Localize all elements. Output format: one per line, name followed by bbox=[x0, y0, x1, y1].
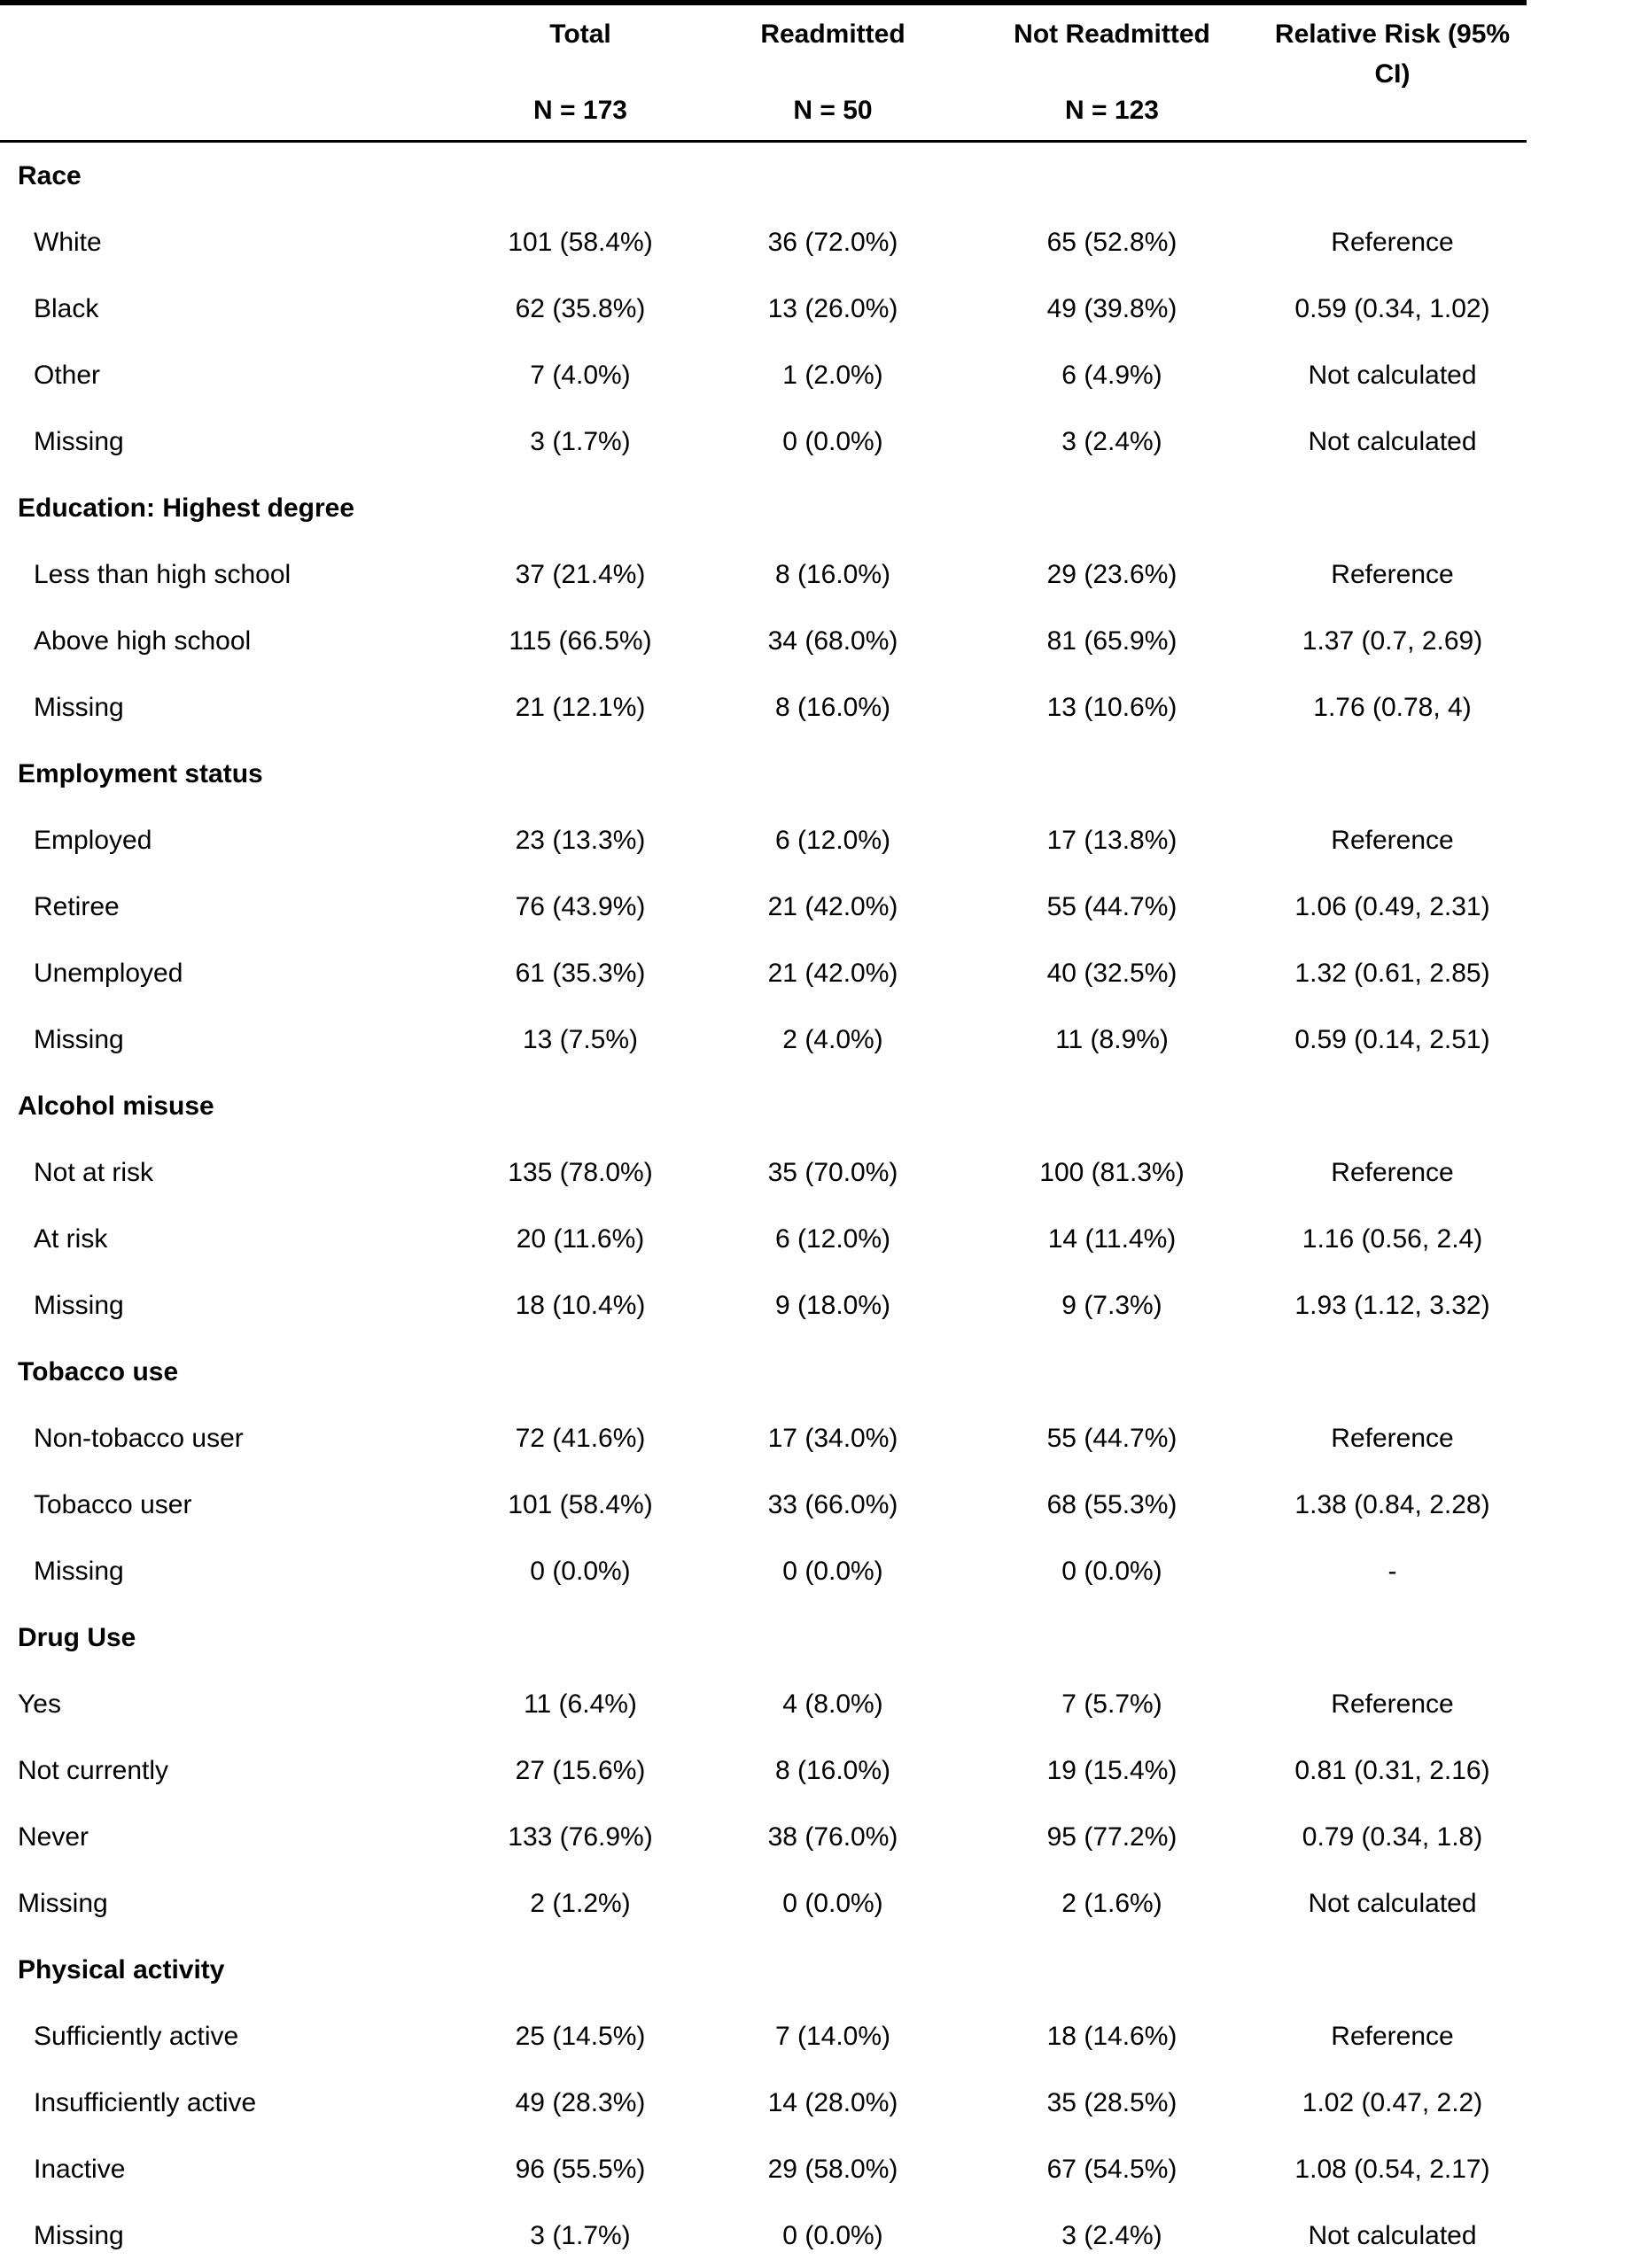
cell-total: 3 (1.7%) bbox=[530, 2220, 631, 2250]
row-label: Retiree bbox=[34, 891, 120, 921]
cell-readmitted: 0 (0.0%) bbox=[782, 1556, 883, 1586]
section-header-row bbox=[0, 741, 1527, 807]
cell-total: 0 (0.0%) bbox=[530, 1556, 631, 1586]
subheader-row bbox=[0, 96, 1527, 142]
section-header: Physical activity bbox=[18, 1954, 225, 1984]
cell-total: 61 (35.3%) bbox=[515, 958, 646, 988]
table-row bbox=[0, 1671, 1527, 1737]
cell-not-readmitted: 14 (11.4%) bbox=[1047, 1223, 1177, 1254]
row-label: Missing bbox=[18, 1888, 108, 1918]
cell-total: 37 (21.4%) bbox=[515, 559, 646, 589]
row-label: Above high school bbox=[34, 625, 252, 656]
cell-total: 18 (10.4%) bbox=[515, 1290, 646, 1320]
cell-readmitted: 9 (18.0%) bbox=[774, 1290, 891, 1320]
cell-total: 72 (41.6%) bbox=[515, 1423, 646, 1453]
section-header: Tobacco use bbox=[18, 1356, 179, 1386]
cell-relative-risk: 1.06 (0.49, 2.31) bbox=[1294, 891, 1490, 921]
table-row bbox=[0, 1405, 1527, 1472]
row-label: Not currently bbox=[18, 1755, 169, 1785]
table-row bbox=[0, 2070, 1527, 2136]
cell-readmitted: 8 (16.0%) bbox=[774, 559, 891, 589]
row-label: Unemployed bbox=[34, 958, 183, 988]
cell-not-readmitted: 68 (55.3%) bbox=[1046, 1489, 1178, 1519]
table-row bbox=[0, 1538, 1527, 1604]
cell-relative-risk: Reference bbox=[1331, 1689, 1454, 1719]
cell-total: 25 (14.5%) bbox=[515, 2021, 646, 2051]
table-row bbox=[0, 1206, 1527, 1272]
row-label: Missing bbox=[34, 1024, 124, 1054]
table-row bbox=[0, 1870, 1527, 1937]
cell-not-readmitted: 29 (23.6%) bbox=[1046, 559, 1178, 589]
cell-total: 133 (76.9%) bbox=[508, 1821, 653, 1852]
cell-readmitted: 6 (12.0%) bbox=[774, 1223, 891, 1254]
cell-relative-risk: Reference bbox=[1331, 227, 1454, 257]
cell-total: 13 (7.5%) bbox=[522, 1024, 639, 1054]
row-label: Less than high school bbox=[34, 559, 291, 589]
cell-readmitted: 29 (58.0%) bbox=[767, 2154, 898, 2184]
cell-readmitted: 33 (66.0%) bbox=[767, 1489, 898, 1519]
cell-not-readmitted: 81 (65.9%) bbox=[1046, 625, 1178, 656]
cell-not-readmitted: 3 (2.4%) bbox=[1061, 426, 1162, 456]
cell-total: 11 (6.4%) bbox=[524, 1689, 637, 1719]
cell-readmitted: 8 (16.0%) bbox=[774, 1755, 891, 1785]
section-header-row bbox=[0, 142, 1527, 210]
cell-total: 76 (43.9%) bbox=[515, 891, 646, 921]
column-header-relative-risk: Relative Risk (95% CI) bbox=[1274, 19, 1511, 89]
row-label: Never bbox=[18, 1821, 89, 1852]
cell-total: 27 (15.6%) bbox=[515, 1755, 646, 1785]
table-row bbox=[0, 807, 1527, 874]
table-row bbox=[0, 541, 1527, 608]
cell-readmitted: 35 (70.0%) bbox=[767, 1157, 898, 1187]
cell-relative-risk: 1.76 (0.78, 4) bbox=[1313, 692, 1472, 722]
cell-relative-risk: Not calculated bbox=[1308, 2220, 1477, 2250]
section-header: Alcohol misuse bbox=[18, 1091, 214, 1121]
cell-total: 20 (11.6%) bbox=[516, 1223, 645, 1254]
cell-not-readmitted: 18 (14.6%) bbox=[1046, 2021, 1178, 2051]
table-row bbox=[0, 874, 1527, 940]
cell-readmitted: 4 (8.0%) bbox=[782, 1689, 883, 1719]
table-row bbox=[0, 2003, 1527, 2070]
table-body bbox=[0, 142, 1527, 2268]
cell-not-readmitted: 11 (8.9%) bbox=[1055, 1024, 1169, 1054]
table-row bbox=[0, 1139, 1527, 1206]
cell-total: 101 (58.4%) bbox=[508, 1489, 653, 1519]
table-row bbox=[0, 2202, 1527, 2268]
header-row bbox=[0, 3, 1527, 96]
cell-total: 21 (12.1%) bbox=[515, 692, 646, 722]
cell-readmitted: 0 (0.0%) bbox=[782, 426, 883, 456]
table-row bbox=[0, 276, 1527, 342]
cell-relative-risk: Reference bbox=[1331, 2021, 1454, 2051]
cell-not-readmitted: 2 (1.6%) bbox=[1061, 1888, 1162, 1918]
cell-readmitted: 21 (42.0%) bbox=[767, 958, 898, 988]
cell-not-readmitted: 3 (2.4%) bbox=[1061, 2220, 1162, 2250]
section-header-row bbox=[0, 475, 1527, 541]
table-row bbox=[0, 1472, 1527, 1538]
cell-not-readmitted: 0 (0.0%) bbox=[1061, 1556, 1162, 1586]
cell-readmitted: 36 (72.0%) bbox=[767, 227, 898, 257]
cell-total: 96 (55.5%) bbox=[515, 2154, 646, 2184]
cell-relative-risk: 1.08 (0.54, 2.17) bbox=[1294, 2154, 1490, 2184]
cell-readmitted: 2 (4.0%) bbox=[782, 1024, 883, 1054]
cell-relative-risk: 1.38 (0.84, 2.28) bbox=[1294, 1489, 1490, 1519]
row-label: Black bbox=[34, 293, 99, 323]
section-header-row bbox=[0, 1604, 1527, 1671]
row-label: White bbox=[34, 227, 102, 257]
cell-total: 135 (78.0%) bbox=[508, 1157, 653, 1187]
cell-relative-risk: Reference bbox=[1331, 1157, 1454, 1187]
cell-not-readmitted: 67 (54.5%) bbox=[1046, 2154, 1178, 2184]
cell-not-readmitted: 9 (7.3%) bbox=[1061, 1290, 1162, 1320]
cell-relative-risk: Reference bbox=[1331, 559, 1454, 589]
cell-total: 115 (66.5%) bbox=[509, 625, 652, 656]
cell-not-readmitted: 6 (4.9%) bbox=[1061, 360, 1162, 390]
cell-relative-risk: Not calculated bbox=[1308, 1888, 1477, 1918]
row-label: Insufficiently active bbox=[34, 2087, 257, 2117]
cell-readmitted: 38 (76.0%) bbox=[767, 1821, 898, 1852]
table-row bbox=[0, 342, 1527, 408]
cell-readmitted: 14 (28.0%) bbox=[767, 2087, 898, 2117]
cell-relative-risk: - bbox=[1387, 1556, 1397, 1586]
section-header: Race bbox=[18, 160, 82, 190]
row-label: Non-tobacco user bbox=[34, 1423, 244, 1453]
table-row bbox=[0, 608, 1527, 674]
cell-relative-risk: Not calculated bbox=[1308, 360, 1477, 390]
cell-readmitted: 21 (42.0%) bbox=[767, 891, 898, 921]
section-header-row bbox=[0, 1339, 1527, 1405]
cell-total: 62 (35.8%) bbox=[515, 293, 646, 323]
cell-relative-risk: 0.81 (0.31, 2.16) bbox=[1294, 1755, 1490, 1785]
row-label: Yes bbox=[18, 1689, 61, 1719]
column-header-not-readmitted: Not Readmitted bbox=[1014, 19, 1210, 49]
cell-total: 2 (1.2%) bbox=[530, 1888, 631, 1918]
cell-total: 101 (58.4%) bbox=[508, 227, 653, 257]
row-label: Missing bbox=[34, 2220, 124, 2250]
cell-total: 3 (1.7%) bbox=[530, 426, 631, 456]
cell-relative-risk: 0.79 (0.34, 1.8) bbox=[1302, 1821, 1483, 1852]
cell-not-readmitted: 55 (44.7%) bbox=[1046, 1423, 1178, 1453]
row-label: At risk bbox=[34, 1223, 108, 1254]
cell-not-readmitted: 95 (77.2%) bbox=[1046, 1821, 1178, 1852]
column-header-total: Total bbox=[549, 19, 611, 49]
cell-readmitted: 8 (16.0%) bbox=[774, 692, 891, 722]
column-subheader-not-readmitted-n: N = 123 bbox=[1065, 96, 1159, 125]
table-row bbox=[0, 2136, 1527, 2202]
cell-not-readmitted: 35 (28.5%) bbox=[1046, 2087, 1178, 2117]
cell-readmitted: 34 (68.0%) bbox=[767, 625, 898, 656]
cell-relative-risk: 1.93 (1.12, 3.32) bbox=[1294, 1290, 1490, 1320]
cell-relative-risk: 0.59 (0.14, 2.51) bbox=[1294, 1024, 1490, 1054]
table-row bbox=[0, 940, 1527, 1006]
cell-not-readmitted: 65 (52.8%) bbox=[1046, 227, 1178, 257]
cell-total: 49 (28.3%) bbox=[515, 2087, 646, 2117]
cell-readmitted: 0 (0.0%) bbox=[782, 2220, 883, 2250]
section-header: Drug Use bbox=[18, 1622, 136, 1652]
cell-readmitted: 7 (14.0%) bbox=[774, 2021, 891, 2051]
row-label: Employed bbox=[34, 825, 152, 855]
table-header bbox=[0, 3, 1527, 142]
cell-not-readmitted: 13 (10.6%) bbox=[1046, 692, 1178, 722]
table-row bbox=[0, 1272, 1527, 1339]
table-row bbox=[0, 408, 1527, 475]
cell-relative-risk: 1.32 (0.61, 2.85) bbox=[1294, 958, 1490, 988]
table-row bbox=[0, 1737, 1527, 1804]
cell-not-readmitted: 7 (5.7%) bbox=[1061, 1689, 1162, 1719]
cell-relative-risk: 0.59 (0.34, 1.02) bbox=[1294, 293, 1490, 323]
cell-readmitted: 6 (12.0%) bbox=[774, 825, 891, 855]
cell-readmitted: 1 (2.0%) bbox=[782, 360, 883, 390]
row-label: Tobacco user bbox=[34, 1489, 192, 1519]
row-label: Missing bbox=[34, 692, 124, 722]
cell-not-readmitted: 49 (39.8%) bbox=[1046, 293, 1178, 323]
cell-relative-risk: Not calculated bbox=[1308, 426, 1477, 456]
cell-readmitted: 17 (34.0%) bbox=[767, 1423, 898, 1453]
section-header: Employment status bbox=[18, 758, 263, 788]
cell-relative-risk: Reference bbox=[1331, 825, 1454, 855]
row-label: Missing bbox=[34, 1556, 124, 1586]
column-header-readmitted: Readmitted bbox=[760, 19, 905, 49]
row-label: Missing bbox=[34, 1290, 124, 1320]
cell-relative-risk: 1.37 (0.7, 2.69) bbox=[1302, 625, 1483, 656]
cell-readmitted: 13 (26.0%) bbox=[767, 293, 898, 323]
table-row bbox=[0, 1804, 1527, 1870]
row-label: Missing bbox=[34, 426, 124, 456]
column-subheader-total-n: N = 173 bbox=[533, 96, 627, 125]
cell-relative-risk: 1.16 (0.56, 2.4) bbox=[1302, 1223, 1483, 1254]
cell-not-readmitted: 17 (13.8%) bbox=[1046, 825, 1178, 855]
table-row bbox=[0, 1006, 1527, 1073]
row-label: Other bbox=[34, 360, 101, 390]
cell-not-readmitted: 100 (81.3%) bbox=[1039, 1157, 1185, 1187]
section-header-row bbox=[0, 1937, 1527, 2003]
cell-not-readmitted: 55 (44.7%) bbox=[1046, 891, 1178, 921]
cell-readmitted: 0 (0.0%) bbox=[782, 1888, 883, 1918]
cell-total: 23 (13.3%) bbox=[515, 825, 646, 855]
table-row bbox=[0, 209, 1527, 276]
row-label: Sufficiently active bbox=[34, 2021, 239, 2051]
cell-not-readmitted: 19 (15.4%) bbox=[1046, 1755, 1178, 1785]
section-header: Education: Highest degree bbox=[18, 493, 355, 523]
row-label: Not at risk bbox=[34, 1157, 154, 1187]
column-subheader-readmitted-n: N = 50 bbox=[793, 96, 873, 125]
cell-relative-risk: Reference bbox=[1331, 1423, 1454, 1453]
cell-not-readmitted: 40 (32.5%) bbox=[1046, 958, 1178, 988]
cell-relative-risk: 1.02 (0.47, 2.2) bbox=[1302, 2087, 1483, 2117]
row-label: Inactive bbox=[34, 2154, 126, 2184]
cell-total: 7 (4.0%) bbox=[530, 360, 631, 390]
table-row bbox=[0, 674, 1527, 741]
section-header-row bbox=[0, 1073, 1527, 1139]
